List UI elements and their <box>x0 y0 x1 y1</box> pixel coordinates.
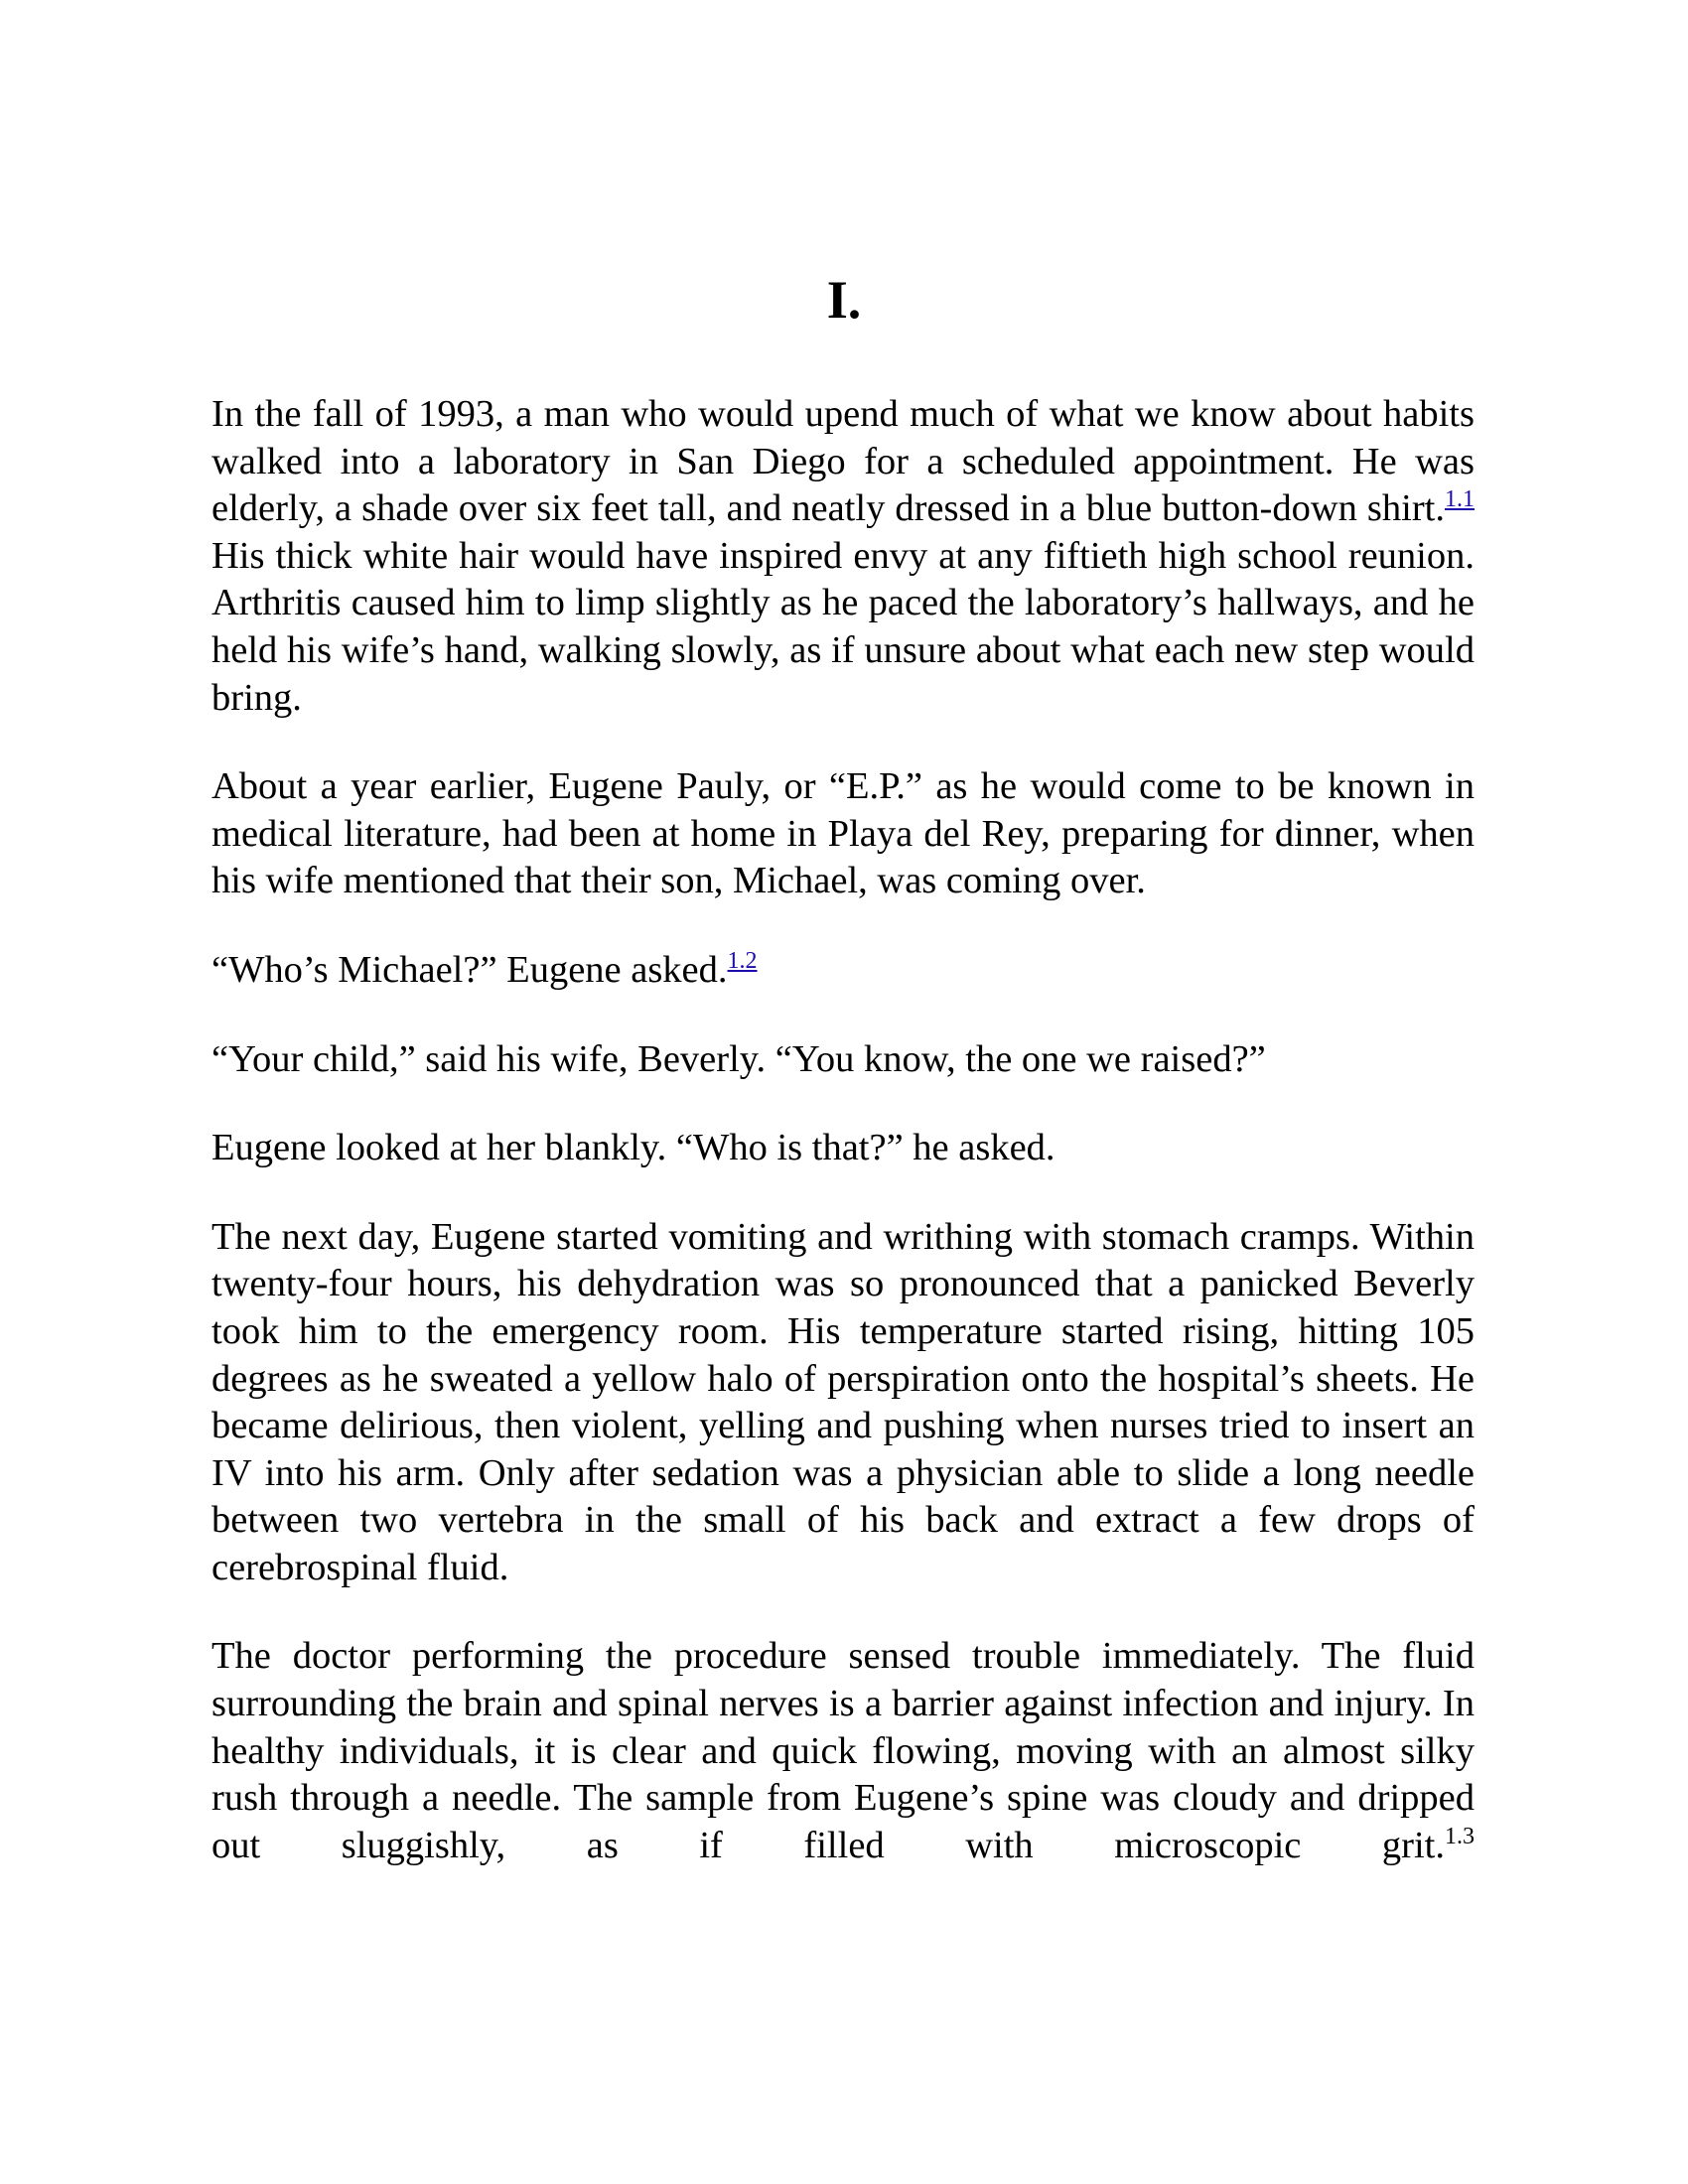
paragraph-6 <box>211 1214 1475 1592</box>
paragraph-text: “Who’s Michael?” Eugene asked. <box>211 948 728 991</box>
chapter-title: I. <box>826 270 862 330</box>
paragraph-text: The doctor performing the procedure sensed trouble immediately. The fluid surrounding the brain and spinal nerves is a barrier against infection and injury. In healthy individuals, it is clear and quick flowing, moving with an almost silky rush through a needle. The sample from Eugene’s spine was cloudy and dripped out sluggishly, as if filled with microscopic grit. <box>211 1635 1475 1866</box>
paragraph-2 <box>211 763 1475 905</box>
paragraph-text: In the fall of 1993, a man who would upend much of what we know about habits walked into a laboratory in San Diego for a scheduled appointment. He was elderly, a shade over six feet tall, and neatly dressed in a blue button-down shirt. <box>211 393 1475 530</box>
footnote-link-1-1[interactable]: 1.1 <box>1445 486 1475 513</box>
paragraph-text: Eugene looked at her blankly. “Who is that?” he asked. <box>211 1127 1055 1169</box>
paragraph-text: “Your child,” said his wife, Beverly. “You know, the one we raised?” <box>211 1037 1266 1080</box>
footnote-link-1-2[interactable]: 1.2 <box>727 948 758 975</box>
paragraph-text: His thick white hair would have inspired envy at any fiftieth high school reunion. Arthritis caused him to limp slightly as he paced the laboratory’s hallways, and he held his wife’s hand, walking slowly, as if unsure about what each new step would bring. <box>211 534 1475 719</box>
paragraph-3 <box>211 947 1475 995</box>
body-text <box>211 391 1475 1911</box>
paragraph-7 <box>211 1633 1475 1869</box>
paragraph-5 <box>211 1125 1475 1172</box>
footnote-marker-1-3: 1.3 <box>1445 1824 1475 1850</box>
paragraph-1 <box>211 391 1475 722</box>
paragraph-text: About a year earlier, Eugene Pauly, or “E.P.” as he would come to be known in medical literature, had been at home in Playa del Rey, preparing for dinner, when his wife mentioned that their son, Michael, was coming over. <box>211 765 1475 902</box>
paragraph-4 <box>211 1036 1475 1084</box>
paragraph-text: The next day, Eugene started vomiting and writhing with stomach cramps. Within twenty-four hours, his dehydration was so pronounced that a panicked Beverly took him to the emergency room. His temperature started rising, hitting 105 degrees as he sweated a yellow halo of perspiration onto the hospital’s sheets. He became delirious, then violent, yelling and pushing when nurses tried to insert an IV into his arm. Only after sedation was a physician able to slide a long needle between two vertebra in the small of his back and extract a few drops of cerebrospinal fluid. <box>211 1215 1475 1588</box>
